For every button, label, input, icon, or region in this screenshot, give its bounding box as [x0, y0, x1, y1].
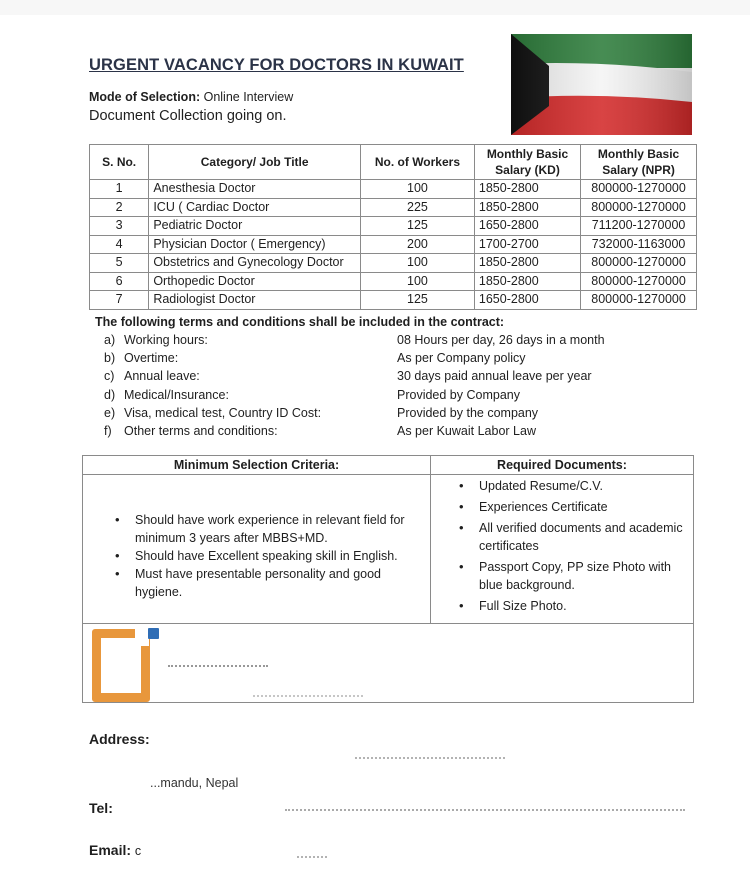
term-item: [104, 331, 644, 349]
cell-salary-kd: 1850-2800: [474, 272, 580, 291]
document-item: • Full Size Photo.: [449, 597, 689, 615]
cell-title: Anesthesia Doctor: [149, 180, 361, 199]
redacted-email: [297, 856, 327, 860]
cell-salary-kd: 1650-2800: [474, 291, 580, 310]
top-band: [0, 0, 750, 15]
cell-sno: 5: [90, 254, 149, 273]
cell-salary-npr: 800000-1270000: [581, 291, 697, 310]
term-item: [104, 367, 644, 385]
agency-logo-box: [82, 621, 694, 703]
term-label: Working hours:: [124, 333, 208, 347]
page-title: URGENT VACANCY FOR DOCTORS IN KUWAIT: [89, 56, 464, 74]
cell-salary-npr: 800000-1270000: [581, 180, 697, 199]
cell-workers: 225: [360, 198, 474, 217]
cell-title: Physician Doctor ( Emergency): [149, 235, 361, 254]
col-header-salary-kd: Monthly Basic Salary (KD): [474, 145, 580, 180]
table-row: [90, 180, 697, 199]
criteria-list: [105, 511, 415, 601]
criteria-heading: Minimum Selection Criteria:: [83, 456, 431, 474]
table-row: [90, 198, 697, 217]
email-fragment: c: [134, 844, 142, 858]
term-value: As per Kuwait Labor Law: [397, 423, 536, 438]
term-label: Other terms and conditions:: [124, 423, 278, 438]
cell-workers: 125: [360, 217, 474, 236]
redacted-text: [253, 695, 363, 699]
cell-salary-kd: 1850-2800: [474, 198, 580, 217]
cell-title: Radiologist Doctor: [149, 291, 361, 310]
redacted-tel: [285, 809, 685, 813]
table-row: [90, 272, 697, 291]
term-item: [104, 404, 644, 422]
terms-list: [104, 331, 644, 440]
col-header-workers: No. of Workers: [360, 145, 474, 180]
term-label: Medical/Insurance:: [124, 387, 229, 402]
term-value: As per Company policy: [397, 351, 526, 366]
documents-heading: Required Documents:: [497, 458, 627, 472]
term-value: Provided by the company: [397, 405, 539, 420]
document-item: • Updated Resume/C.V.: [449, 477, 689, 495]
col-header-title: Category/ Job Title: [149, 145, 361, 180]
cell-workers: 125: [360, 291, 474, 310]
cell-title: Orthopedic Doctor: [149, 272, 361, 291]
cell-sno: 3: [90, 217, 149, 236]
table-header-row: [90, 145, 697, 180]
cell-salary-kd: 1850-2800: [474, 180, 580, 199]
term-value: 08 Hours per day, 26 days in a month: [397, 333, 605, 347]
cell-workers: 100: [360, 272, 474, 291]
address-label: Address:: [89, 731, 150, 747]
tel-label: Tel:: [89, 800, 113, 816]
cell-sno: 4: [90, 235, 149, 254]
cell-workers: 100: [360, 180, 474, 199]
logo-blue-square: [148, 628, 159, 639]
document-item: • All verified documents and academic certificates: [449, 519, 689, 555]
document-item: • Experiences Certificate: [449, 498, 689, 516]
term-item: [104, 422, 644, 440]
selection-mode-value: Online Interview: [200, 90, 294, 104]
table-row: [90, 254, 697, 273]
cell-salary-npr: 800000-1270000: [581, 254, 697, 273]
jobs-table: [89, 144, 697, 310]
term-label: Visa, medical test, Country ID Cost:: [124, 405, 322, 420]
term-letter: b): [104, 351, 116, 366]
selection-mode-label: Mode of Selection:: [89, 90, 201, 104]
term-label: Annual leave:: [124, 369, 200, 384]
email-label-text: Email:: [89, 842, 132, 858]
term-letter: f): [104, 423, 112, 438]
cell-title: Obstetrics and Gynecology Doctor: [149, 254, 361, 273]
cell-workers: 200: [360, 235, 474, 254]
col-header-salary-npr: Monthly Basic Salary (NPR): [581, 145, 697, 180]
table-row: [90, 217, 697, 236]
address-fragment: ...mandu, Nepal: [150, 776, 239, 790]
cell-sno: 7: [90, 291, 149, 310]
flag-icon: [511, 34, 692, 135]
cell-sno: 1: [90, 180, 149, 199]
col-header-sno: S. No.: [90, 145, 149, 180]
document-item: • Passport Copy, PP size Photo with blue background.: [449, 558, 689, 594]
selection-mode: [89, 90, 293, 104]
cell-salary-kd: 1850-2800: [474, 254, 580, 273]
cell-salary-npr: 732000-1163000: [581, 235, 697, 254]
table-row: [90, 235, 697, 254]
cell-title: Pediatric Doctor: [149, 217, 361, 236]
term-item: [104, 349, 644, 367]
redacted-address: [355, 757, 505, 761]
term-letter: d): [104, 387, 116, 402]
term-value: 30 days paid annual leave per year: [397, 369, 592, 384]
table-row: [90, 291, 697, 310]
cell-salary-npr: 800000-1270000: [581, 272, 697, 291]
criteria-item: • Must have presentable personality and good hygiene.: [105, 565, 415, 601]
kuwait-flag-image: [511, 34, 692, 135]
redacted-text: [168, 665, 268, 669]
term-letter: a): [104, 333, 116, 347]
terms-heading: The following terms and conditions shall be included in the contract:: [95, 315, 505, 329]
cell-sno: 6: [90, 272, 149, 291]
term-label: Overtime:: [124, 351, 179, 366]
term-value: Provided by Company: [397, 387, 520, 402]
email-label: [89, 842, 141, 858]
documents-list: [449, 477, 689, 618]
cell-workers: 100: [360, 254, 474, 273]
term-item: [104, 386, 644, 404]
cell-salary-npr: 711200-1270000: [581, 217, 697, 236]
cell-sno: 2: [90, 198, 149, 217]
collection-note: Document Collection going on.: [89, 108, 287, 124]
term-letter: e): [104, 405, 116, 420]
criteria-item: • Should have Excellent speaking skill in English.: [105, 547, 415, 565]
cell-title: ICU ( Cardiac Doctor: [149, 198, 361, 217]
cell-salary-npr: 800000-1270000: [581, 198, 697, 217]
cell-salary-kd: 1650-2800: [474, 217, 580, 236]
cell-salary-kd: 1700-2700: [474, 235, 580, 254]
criteria-item: • Should have work experience in relevant field for minimum 3 years after MBBS+MD.: [105, 511, 415, 547]
criteria-table: [82, 455, 694, 624]
term-letter: c): [104, 369, 115, 384]
